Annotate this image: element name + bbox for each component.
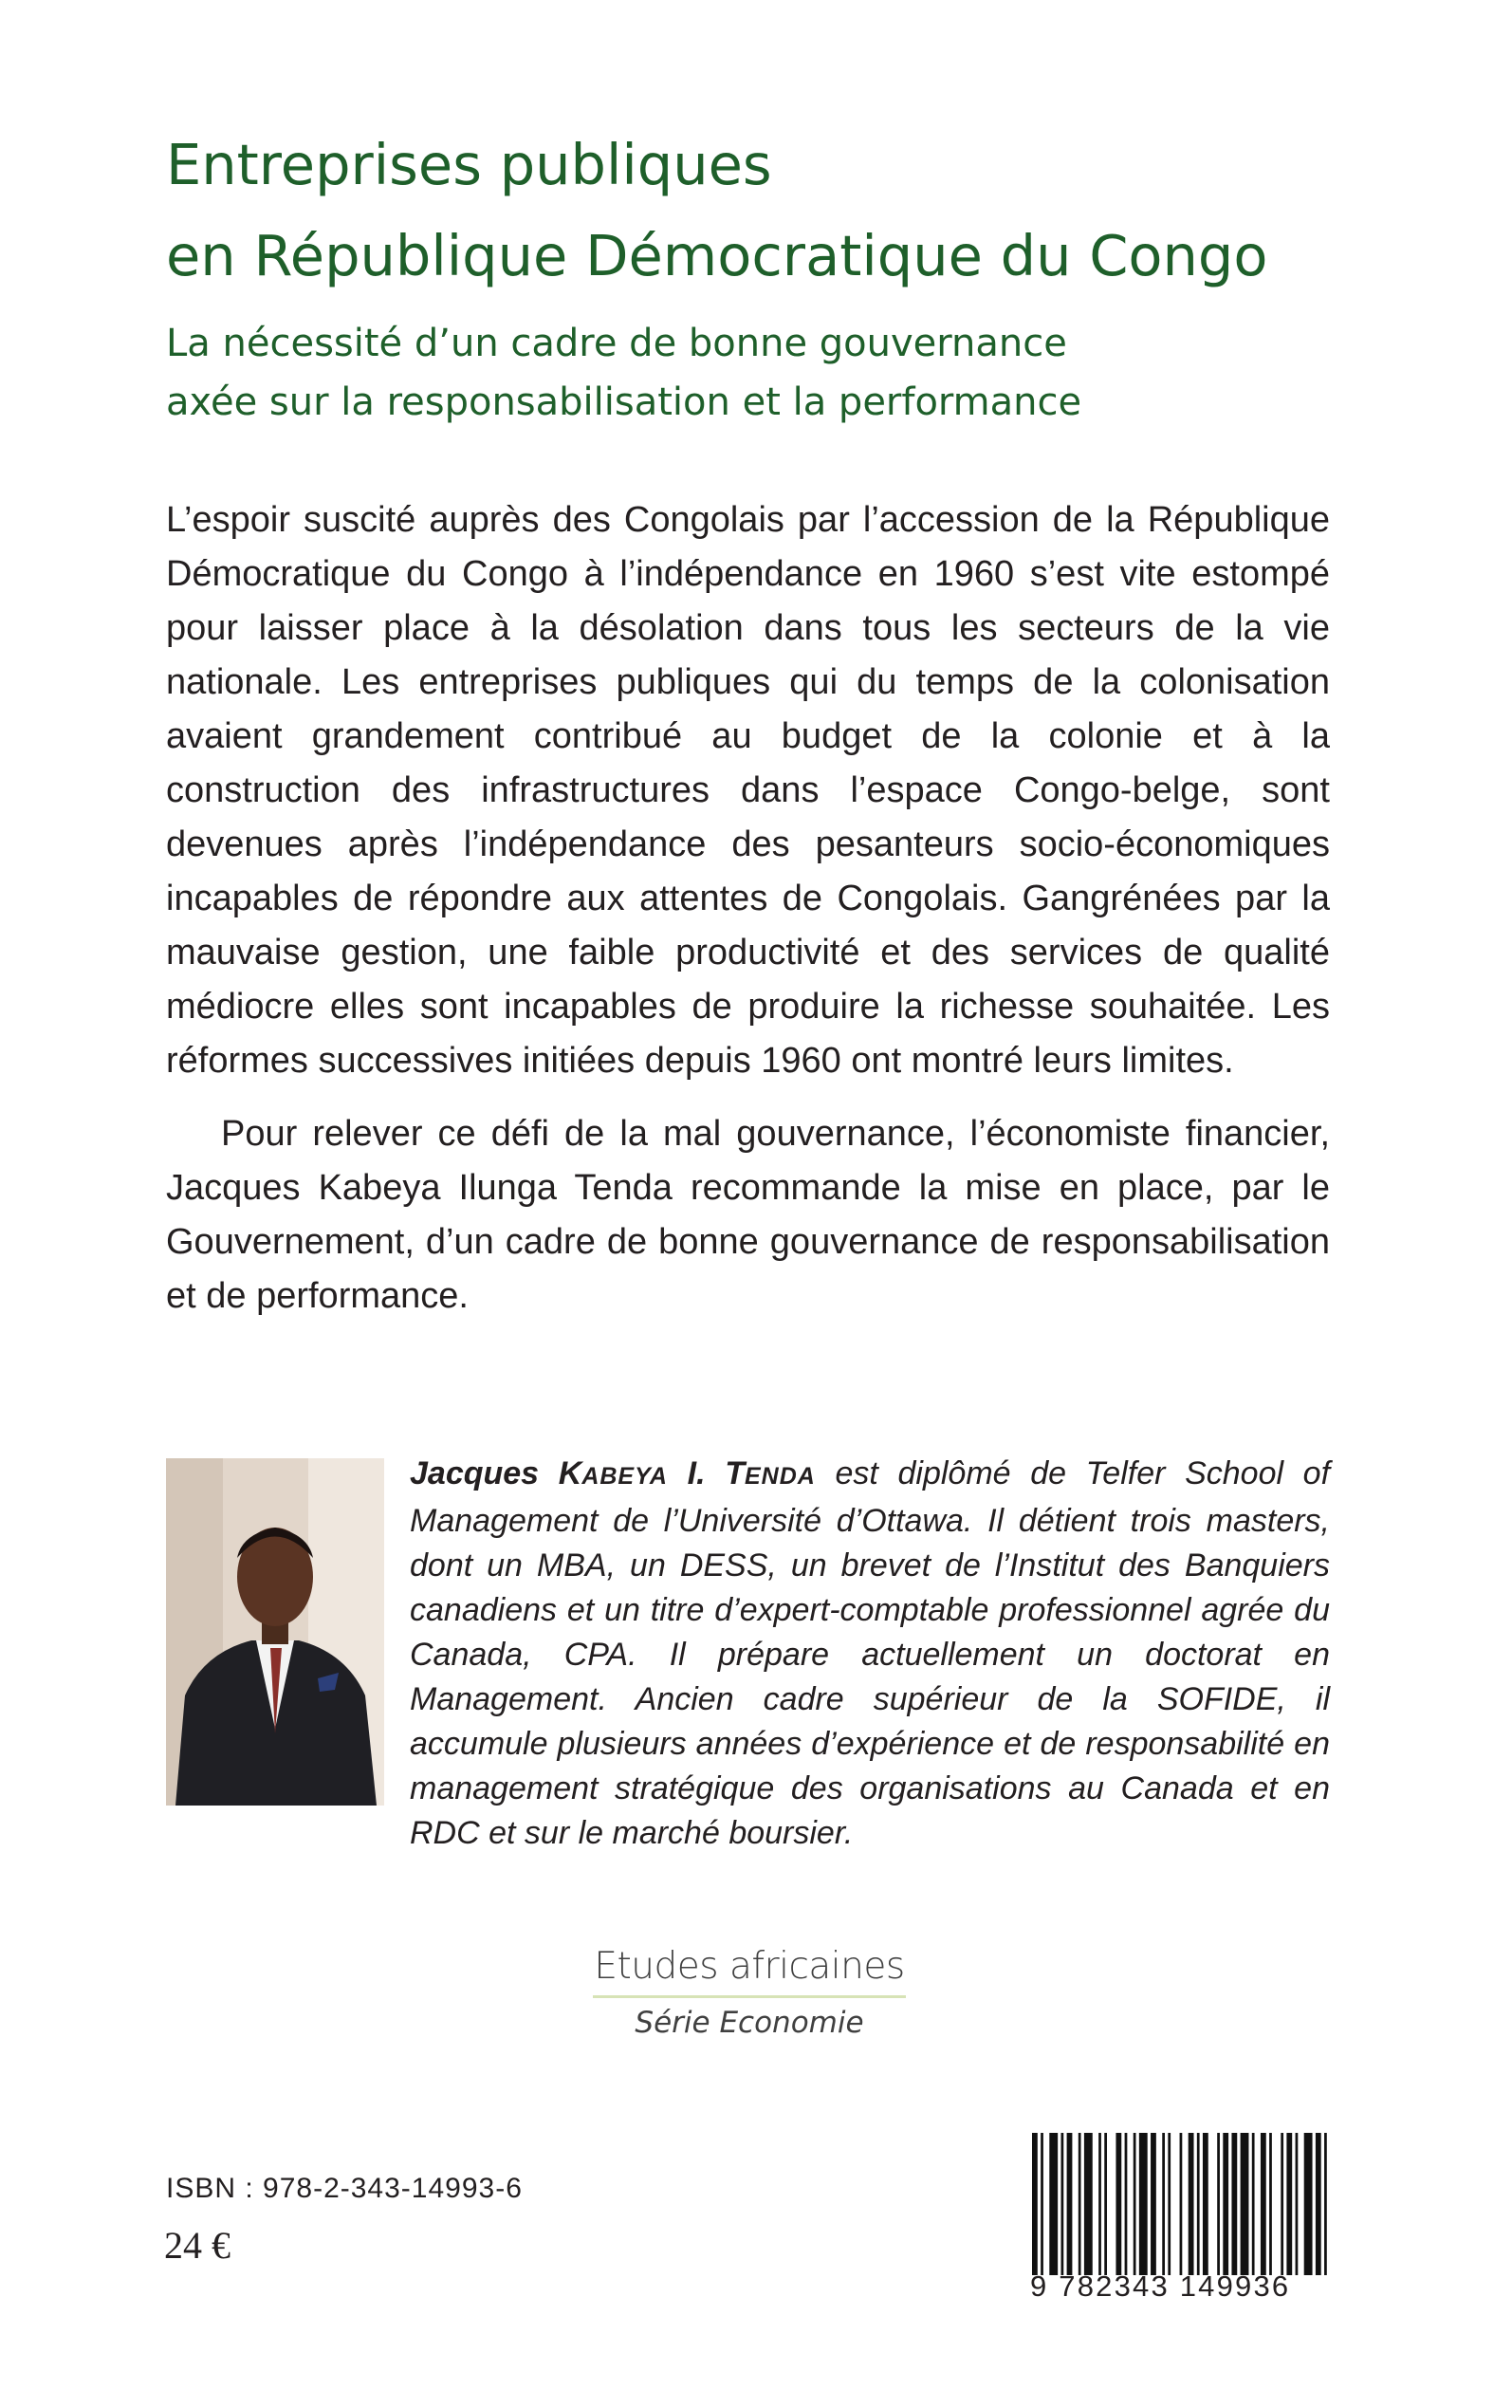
blurb-paragraph-1: L’espoir suscité auprès des Congolais par l’accession de la République Démocratique du Congo à l’indépendance en 1960 s’est vite estompé pour laisser place à la désolation dans tous les secteurs de la vie nationale. Les entreprises publiques qui du temps de la colonisation avaient grandement contribué au budget de la colonie et à la construction des infrastructures dans l’espace Congo-belge, sont devenues après l’indépendance des pesanteurs socio-économiques incapables de répondre aux attentes de Congolais. Gangrénées par la mauvaise gestion, une faible productivité et des services de qualité médiocre elles sont incapables de produire la richesse souhaitée. Les réformes successives initiées depuis 1960 ont montré leurs limites. — [166, 500, 1330, 1081]
book-title — [166, 120, 1399, 302]
barcode-bar — [1139, 2133, 1148, 2275]
author-bio-text — [410, 1452, 1330, 1856]
barcode-bar — [1231, 2133, 1237, 2275]
barcode-bar — [1061, 2133, 1064, 2275]
barcode-bar — [1098, 2133, 1101, 2275]
barcode-bar — [1104, 2133, 1107, 2275]
barcode-bar — [1261, 2133, 1266, 2275]
barcode-bar — [1217, 2133, 1220, 2275]
barcode-bar — [1252, 2133, 1255, 2275]
barcode-bar — [1032, 2133, 1038, 2275]
barcode-bar — [1168, 2133, 1171, 2275]
barcode-bar — [1162, 2133, 1165, 2275]
book-title-line-1: Entreprises publiques — [166, 132, 772, 197]
barcode-bar — [1269, 2133, 1272, 2275]
book-title-line-2: en République Démocratique du Congo — [166, 223, 1268, 288]
barcode-bar — [1281, 2133, 1283, 2275]
barcode-digits: 9 782343 149936 — [1030, 2269, 1291, 2303]
barcode — [1030, 2133, 1334, 2275]
series-subseries: Série Economie — [635, 2006, 864, 2040]
book-subtitle-line-2: axée sur la responsabilisation et la performance — [166, 380, 1082, 424]
barcode-bar — [1223, 2133, 1228, 2275]
blurb — [166, 493, 1330, 1324]
series-name: Etudes africaines — [593, 1945, 906, 1998]
barcode-bar — [1116, 2133, 1121, 2275]
barcode-bar — [1296, 2133, 1299, 2275]
barcode-bar — [1316, 2133, 1321, 2275]
barcode-bar — [1241, 2133, 1249, 2275]
author-name — [410, 1455, 816, 1491]
barcode-bar — [1134, 2133, 1136, 2275]
author-initial: I. — [687, 1455, 706, 1491]
price: 24 € — [164, 2224, 230, 2267]
author-portrait-illustration — [166, 1458, 384, 1806]
isbn-number: ISBN : 978-2-343-14993-6 — [166, 2173, 523, 2204]
author-bio-body: est diplômé de Telfer School of Management de l’Université d’Ottawa. Il détient trois masters, dont un MBA, un DESS, un brevet de l’Institut des Banquiers canadiens et un titre d’expert-comptable professionnel agrée du Canada, CPA. Il prépare actuellement un doctorat en Management. Ancien cadre supérieur de la SOFIDE, il accumule plusieurs années d’expérience et de responsabilité en management stratégique des organisations au Canada et en RDC et sur le marché boursier. — [410, 1455, 1331, 1851]
author-suffix-name: TENDA — [725, 1455, 816, 1491]
author-photo — [166, 1458, 384, 1806]
blurb-paragraph-2: Pour relever ce défi de la mal gouvernance, l’économiste financier, Jacques Kabeya Ilunga Tenda recommande la mise en place, par le Gouvernement, d’un cadre de bonne gouvernance de responsabilisation et de performance. — [166, 1114, 1330, 1316]
barcode-bar — [1067, 2133, 1073, 2275]
barcode-bar — [1286, 2133, 1292, 2275]
series-imprint — [569, 1945, 930, 2040]
barcode-bar — [1189, 2133, 1194, 2275]
book-subtitle — [166, 314, 1399, 432]
author-bio — [410, 1452, 1330, 1856]
barcode-bar — [1041, 2133, 1043, 2275]
barcode-bar — [1049, 2133, 1058, 2275]
author-last-name-text: KABEYA — [558, 1455, 668, 1491]
barcode-bar — [1197, 2133, 1200, 2275]
barcode-bar — [1203, 2133, 1208, 2275]
barcode-bar — [1125, 2133, 1128, 2275]
barcode-bar — [1304, 2133, 1313, 2275]
author-last-name — [559, 1455, 668, 1491]
barcode-bar — [1151, 2133, 1156, 2275]
barcode-bar — [1324, 2133, 1327, 2275]
barcode-bar — [1079, 2133, 1081, 2275]
barcode-bar — [1084, 2133, 1093, 2275]
book-subtitle-line-1: La nécessité d’un cadre de bonne gouvernance — [166, 322, 1067, 365]
author-first-name: Jacques — [410, 1455, 540, 1491]
barcode-bar — [1180, 2133, 1183, 2275]
